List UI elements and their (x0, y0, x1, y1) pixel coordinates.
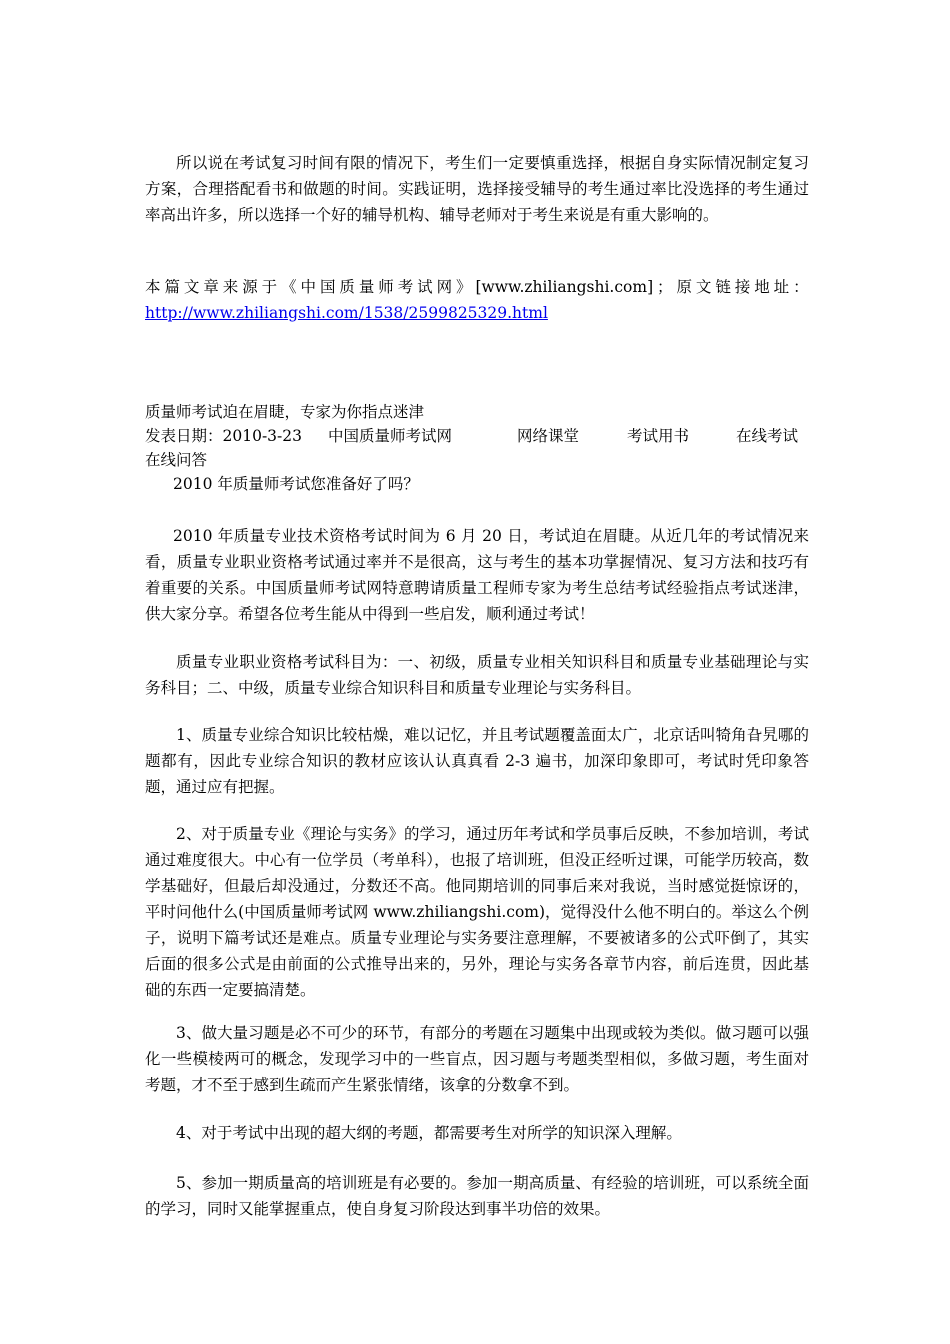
intro-paragraph: 所以说在考试复习时间有限的情况下，考生们一定要慎重选择，根据自身实际情况制定复习方案，合理搭配看书和做题的时间。实践证明，选择接受辅导的考生通过率比没选择的考生通过率高出许多，所以选择一个好的辅导机构、辅导老师对于考生来说是有重大影响的。 (145, 154, 809, 224)
article-paragraph-tip-4: 4、对于考试中出现的超大纲的考题，都需要考生对所学的知识深入理解。 (176, 1124, 682, 1142)
article-meta (145, 424, 809, 448)
source-char: ； (657, 278, 673, 296)
article-paragraph-subjects: 质量专业职业资格考试科目为：一、初级，质量专业相关知识科目和质量专业基础理论与实务科目；二、中级，质量专业综合知识科目和质量专业理论与实务科目。 (145, 653, 809, 697)
source-text (145, 274, 809, 300)
source-char: 》 (456, 278, 472, 296)
source-char: 质 (339, 278, 355, 296)
source-char: 接 (734, 278, 751, 296)
source-char: 章 (203, 278, 219, 296)
article-title: 质量师考试迫在眉睫，专家为你指点迷津 (145, 403, 425, 421)
source-char: 原 (676, 278, 692, 296)
source-char: 师 (378, 278, 394, 296)
source-char: 文 (183, 278, 200, 296)
source-char: 国 (319, 278, 336, 296)
source-site-bracket: [www.zhiliangshi.com] (475, 278, 654, 296)
nav-link-exam-books[interactable]: 考试用书 (627, 427, 690, 445)
article-paragraph-tip-3: 3、做大量习题是必不可少的环节，有部分的考题在习题集中出现或较为类似。做习题可以强化一些模棱两可的概念，发现学习中的一些盲点，因习题与考题类型相似，多做习题，考生面对考题，才不至于感到生疏而产生紧张情绪，该拿的分数拿不到。 (145, 1024, 809, 1094)
source-char: 试 (417, 278, 433, 296)
article-question: 2010 年质量师考试您准备好了吗？ (173, 475, 419, 493)
article-paragraph-tip-2: 2、对于质量专业《理论与实务》的学习，通过历年考试和学员事后反映，不参加培训，考试通过难度很大。中心有一位学员（考单科），也报了培训班，但没正经听过课，可能学历较高，数学基础好，但最后却没通过，分数还不高。他同期培训的同事后来对我说，当时感觉挺惊讶的，平时问他什么(中国质量师考试网 www.zhiliangshi.com)，觉得没什么他不明白的。举这么个例子，说明下篇考试还是难点。质量专业理论与实务要注意理解，不要被诸多的公式吓倒了，其实后面的很多公式是由前面的公式推导出来的，另外，理论与实务各章节内容，前后连贯，因此基础的东西一定要搞清楚。 (145, 825, 809, 999)
source-char: 考 (397, 278, 414, 296)
publish-date: 发表日期：2010-3-23 (145, 427, 303, 445)
article-paragraph-tip-5: 5、参加一期质量高的培训班是有必要的。参加一期高质量、有经验的培训班，可以系统全面的学习，同时又能掌握重点，使自身复习阶段达到事半功倍的效果。 (145, 1174, 809, 1218)
source-char: 《 (281, 278, 297, 296)
nav-link-online-class[interactable]: 网络课堂 (517, 427, 580, 445)
nav-link-online-exam[interactable]: 在线考试 (736, 427, 799, 445)
source-char: 址 (773, 278, 790, 296)
source-char: 地 (754, 278, 770, 296)
source-url-link[interactable]: http://www.zhiliangshi.com/1538/2599825329.html (145, 304, 548, 322)
source-attribution (145, 274, 809, 326)
article-paragraph-intro: 2010 年质量专业技术资格考试时间为 6 月 20 日，考试迫在眉睫。从近几年的考试情况来看，质量专业职业资格考试通过率并不是很高，这与考生的基本功掌握情况、复习方法和技巧有着重要的关系。中国质量师考试网特意聘请质量工程师专家为考生总结考试经验指点考试迷津，供大家分享。希望各位考生能从中得到一些启发，顺利通过考试！ (145, 527, 809, 623)
source-char: 篇 (164, 278, 180, 296)
site-name: 中国质量师考试网 (328, 427, 453, 445)
article-paragraph-tip-1: 1、质量专业综合知识比较枯燥，难以记忆，并且考试题覆盖面太广，北京话叫犄角旮旯哪的题都有，因此专业综合知识的教材应该认认真真看 2-3 遍书，加深印象即可，考试时凭印象答题，通过应有把握。 (145, 726, 809, 796)
source-char: ： (793, 278, 809, 296)
article-header (145, 400, 809, 496)
source-char: 源 (242, 278, 258, 296)
source-char: 文 (695, 278, 712, 296)
source-char: 来 (222, 278, 239, 296)
source-char: 网 (436, 278, 453, 296)
source-char: 链 (715, 278, 731, 296)
nav-link-online-qa[interactable]: 在线问答 (145, 451, 208, 469)
source-char: 于 (261, 278, 278, 296)
source-char: 中 (300, 278, 317, 296)
source-char: 量 (358, 278, 375, 296)
source-char: 本 (145, 278, 161, 296)
